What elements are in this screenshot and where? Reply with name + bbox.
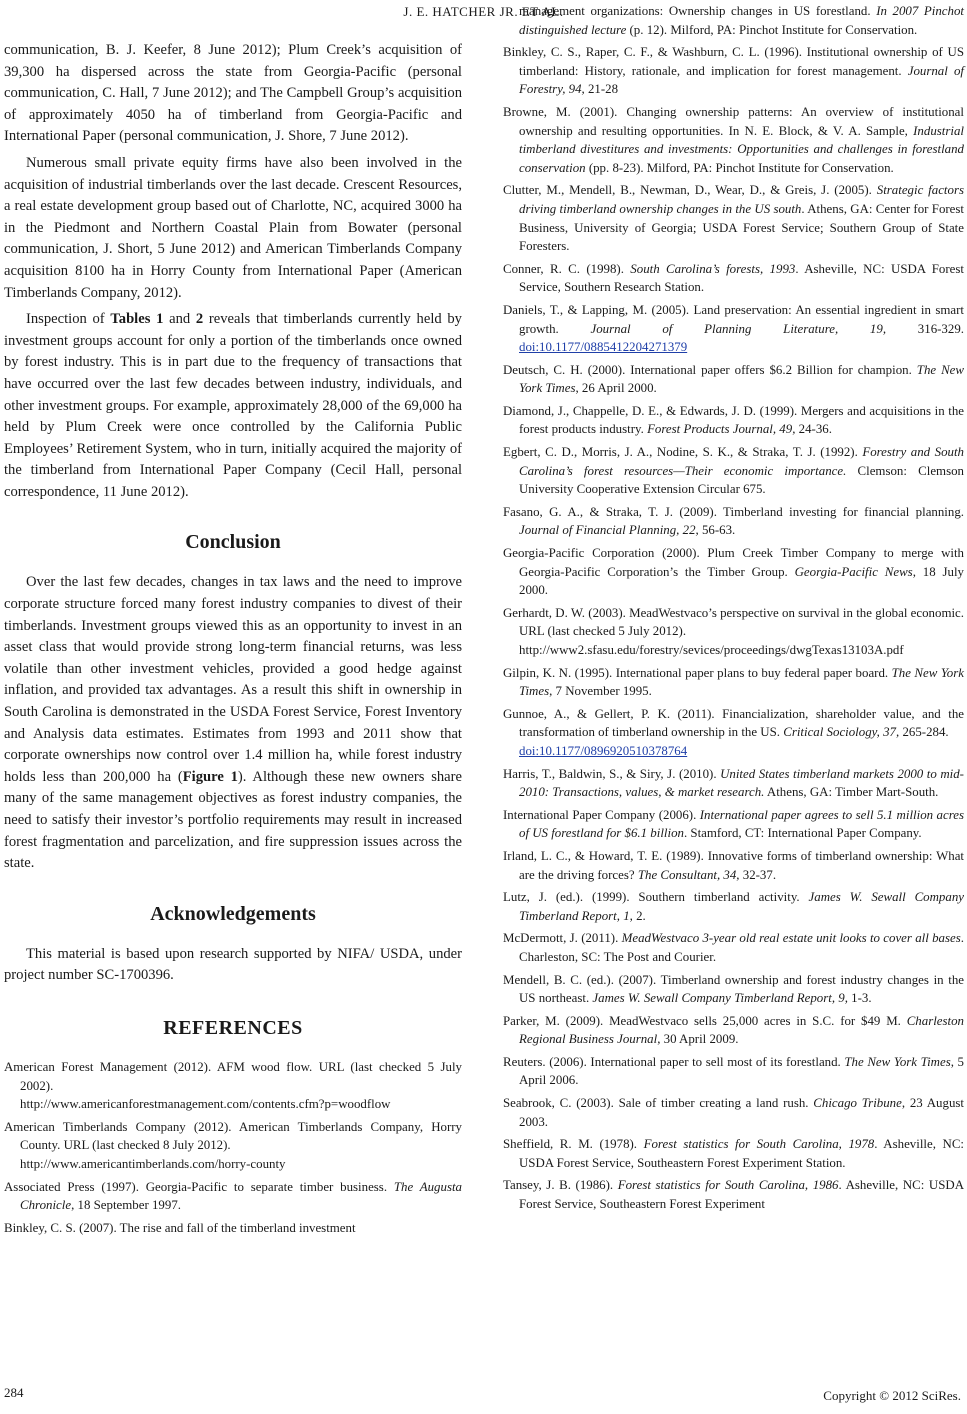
doi-link[interactable]: doi:10.1177/0885412204271379: [519, 340, 688, 355]
reference-item: Browne, M. (2001). Changing ownership patterns: An overview of institutional ownership and resulting opportunities. In N. E. Block, & V. A. Sample, Industrial timberland divestitures and investments: Opportunities and challenges in forestland conservation (pp. 8-23). Milford, PA: Pinchot Institute for Conservation.: [503, 104, 964, 175]
reference-item: American Timberlands Company (2012). American Timberlands Company, Horry County. URL (last checked 8 July 2012). http://www.americantimberlands.com/horry-county: [4, 1118, 462, 1174]
reference-url[interactable]: http://www.americantimberlands.com/horry-county: [20, 1156, 286, 1171]
reference-item: Binkley, C. S. (2007). The rise and fall of the timberland investment: [4, 1220, 356, 1235]
reference-item: Associated Press (1997). Georgia-Pacific to separate timber business. The Augusta Chronicle, 18 September 1997.: [4, 1179, 462, 1213]
left-column: [4, 40, 462, 1241]
copyright-notice: Copyright © 2012 SciRes.: [823, 1388, 961, 1403]
paragraph-acknowledgements: This material is based upon research supported by NIFA/ USDA, under project number SC-1700396.: [4, 945, 462, 984]
tables-2-ref[interactable]: 2: [195, 311, 204, 328]
reference-item: Parker, M. (2009). MeadWestvaco sells 25,000 acres in S.C. for $49 M. Charleston Regional Business Journal, 30 April 2009.: [503, 1013, 964, 1047]
reference-item: Harris, T., Baldwin, S., & Siry, J. (2010). United States timberland markets 2000 to mid-2010: Transactions, values, & market research. Athens, GA: Timber Mart-South.: [503, 766, 964, 800]
running-header: J. E. HATCHER JR. ET AL.: [403, 4, 564, 19]
reference-item: Gunnoe, A., & Gellert, P. K. (2011). Financialization, shareholder value, and the transformation of timberland ownership in the US. Critical Sociology, 37, 265-284. doi:10.1177/0896920510378764: [503, 706, 964, 758]
reference-item: Clutter, M., Mendell, B., Newman, D., Wear, D., & Greis, J. (2005). Strategic factors driving timberland ownership changes in the US south. Athens, GA: Center for Forest Business, University of Georgia; USDA Forest Service; Southern Group of State Foresters.: [503, 183, 964, 254]
reference-item: Egbert, C. D., Morris, J. A., Nodine, S. K., & Straka, T. J. (1992). Forestry and South Carolina’s forest resources—Their economic importance. Clemson: Clemson University Cooperative Extension Circular 675.: [503, 445, 964, 497]
reference-item: Seabrook, C. (2003). Sale of timber creating a land rush. Chicago Tribune, 23 August 2003.: [503, 1096, 964, 1129]
reference-item: Deutsch, C. H. (2000). International paper offers $6.2 Billion for champion. The New York Times, 26 April 2000.: [503, 362, 964, 396]
reference-item: Binkley, C. S., Raper, C. F., & Washburn, C. L. (1996). Institutional ownership of US timberland: History, rationale, and implication for forest management. Journal of Forestry, 94, 21-28: [503, 45, 964, 97]
reference-item-continued: management organizations: Ownership changes in US forestland. In 2007 Pinchot distinguished lecture (p. 12). Milford, PA: Pinchot Institute for Conservation.: [519, 4, 964, 37]
right-column: [503, 2, 964, 1218]
conclusion-heading: Conclusion: [185, 531, 281, 554]
reference-item: American Forest Management (2012). AFM wood flow. URL (last checked 5 July 2002). http://www.americanforestmanagement.com/contents.cfm?p=woodflow: [4, 1058, 462, 1114]
reference-item: Lutz, J. (ed.). (1999). Southern timberland activity. James W. Sewall Company Timberland Report, 1, 2.: [503, 890, 964, 923]
references-heading: REFERENCES: [163, 1016, 303, 1039]
figure-1-ref[interactable]: Figure 1: [182, 768, 238, 785]
reference-url[interactable]: http://www.americanforestmanagement.com/contents.cfm?p=woodflow: [20, 1097, 391, 1112]
reference-item: Mendell, B. C. (ed.). (2007). Timberland ownership and forest industry changes in the US northeast. James W. Sewall Company Timberland Report, 9, 1-3.: [503, 972, 964, 1006]
reference-item: Daniels, T., & Lapping, M. (2005). Land preservation: An essential ingredient in smart growth. Journal of Planning Literature, 19, 316-329. doi:10.1177/0885412204271379: [503, 302, 964, 355]
paragraph-conclusion: Over the last few decades, changes in tax laws and the need to improve corporate structure forced many forest industry companies to divest of their timberlands. Investment groups viewed this as an opportunity to invest in an asset class that would provide strong long-term financial returns, was less volatile than other investment vehicles, provided a good hedge against inflation, and provided tax advantages. As a result this shift in ownership in South Carolina is demonstrated in the USDA Forest Service, Forest Inventory and Analysis data estimates. Estimates from 1993 and 2011 show that corporate ownerships now control over 1.4 million ha, while forest industry holds less than 200,000 ha (Figure 1). Although these new owners share many of the same management objectives as forest industry companies, the need to satisfy their investor’s portfolio requirements may result in increased forest fragmentation and parcelization, and fire suppression issues across the state.: [4, 574, 462, 872]
reference-item: Diamond, J., Chappelle, D. E., & Edwards, J. D. (1999). Mergers and acquisitions in the forest products industry. Forest Products Journal, 49, 24-36.: [503, 403, 964, 437]
reference-item: Georgia-Pacific Corporation (2000). Plum Creek Timber Company to merge with Georgia-Pacific Corporation’s the Timber Group. Georgia-Pacific News, 18 July 2000.: [503, 546, 964, 598]
paragraph-continuation: communication, B. J. Keefer, 8 June 2012); Plum Creek’s acquisition of 39,300 ha dispersed across the state from Georgia-Pacific (personal communication, C. Hall, 7 June 2012); and The Campbell Group’s acquisition of approximately 4050 ha of timberland from Georgia-Pacific and International Paper (personal communication, J. Shore, 7 June 2012).: [4, 42, 462, 145]
reference-item: Irland, L. C., & Howard, T. E. (1989). Innovative forms of timberland ownership: What are the driving forces? The Consultant, 34, 32-37.: [503, 848, 964, 882]
reference-item: McDermott, J. (2011). MeadWestvaco 3-year old real estate unit looks to cover all bases. Charleston, SC: The Post and Courier.: [503, 931, 964, 964]
reference-item: Conner, R. C. (1998). South Carolina’s forests, 1993. Asheville, NC: USDA Forest Service, Southern Research Station.: [503, 261, 964, 295]
page-number: 284: [4, 1385, 24, 1400]
reference-item: International Paper Company (2006). International paper agrees to sell 5.1 million acres of US forestland for $6.1 billion. Stamford, CT: International Paper Company.: [503, 807, 964, 841]
reference-item: Sheffield, R. M. (1978). Forest statistics for South Carolina, 1978. Asheville, NC: USDA Forest Service, Southeastern Forest Experiment Station.: [503, 1137, 964, 1170]
reference-item: Tansey, J. B. (1986). Forest statistics for South Carolina, 1986. Asheville, NC: USDA Forest Service, Southeastern Forest Experiment: [503, 1178, 965, 1212]
reference-item: Reuters. (2006). International paper to sell most of its forestland. The New York Times, 5 April 2006.: [503, 1054, 964, 1088]
paragraph-inspection: Inspection of Tables 1 and 2 reveals that timberlands currently held by investment groups account for only a portion of the timberlands once owned by forest industry. This is in part due to the frequency of transactions that have occurred over the last few decades between industry, individuals, and other investment groups. For example, approximately 28,000 of the 69,000 ha held by Plum Creek were once controlled by the California Public Employees’ Retirement System, who in turn, initially acquired the majority of the timberland from International Paper Company (Cecil Hall, personal correspondence, 11 June 2012).: [4, 311, 462, 500]
reference-item: Gerhardt, D. W. (2003). MeadWestvaco’s perspective on survival in the global economic. URL (last checked 5 July 2012). http://www2.sfasu.edu/forestry/sevices/proceedings/dwgTexas13103A.pdf: [503, 604, 964, 660]
tables-1-ref[interactable]: Tables 1: [110, 311, 164, 328]
reference-item: Fasano, G. A., & Straka, T. J. (2009). Timberland investing for financial planning. Journal of Financial Planning, 22, 56-63.: [503, 504, 964, 538]
paragraph-private-equity: Numerous small private equity firms have also been involved in the acquisition of industrial timberlands over the last decade. Crescent Resources, a real estate development group based out of Charlotte, NC, acquired 3000 ha in the Piedmont and Northern Coastal Plain from Bowater (personal communication, J. Short, 5 June 2012) and American Timberlands Company acquisition 8100 ha in Horry County from International Paper (American Timberlands Company, 2012).: [4, 154, 462, 301]
reference-url[interactable]: http://www2.sfasu.edu/forestry/sevices/proceedings/dwgTexas13103A.pdf: [519, 643, 904, 657]
reference-item: Gilpin, K. N. (1995). International paper plans to buy federal paper board. The New York Times, 7 November 1995.: [503, 665, 964, 699]
acknowledgements-heading: Acknowledgements: [150, 902, 316, 925]
doi-link[interactable]: doi:10.1177/0896920510378764: [519, 743, 688, 758]
